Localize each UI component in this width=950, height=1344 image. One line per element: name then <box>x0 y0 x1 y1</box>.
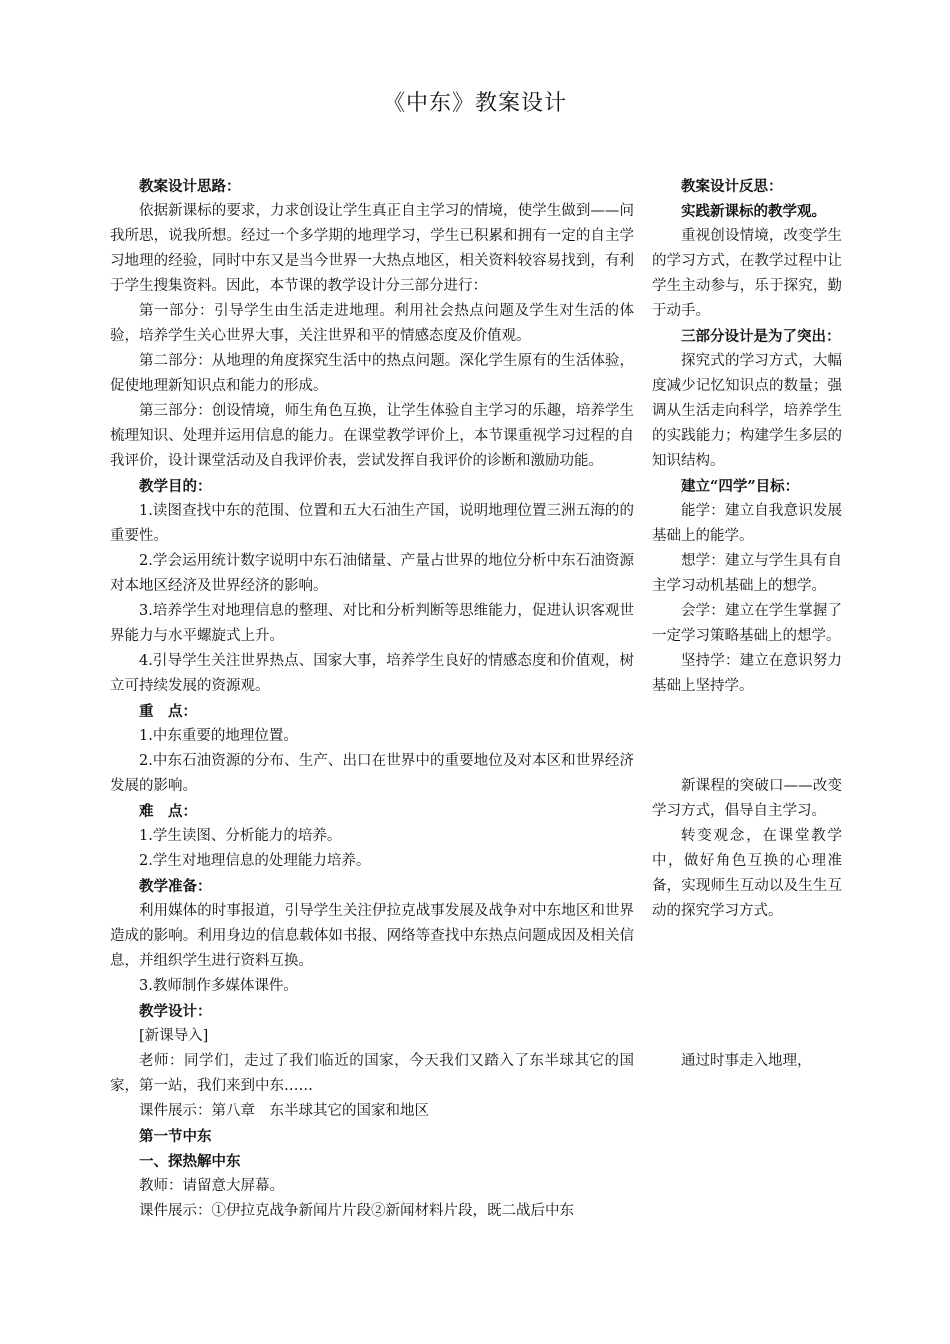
spacer <box>652 999 842 1049</box>
reflect-paragraph: 重视创设情境，改变学生的学习方式，在教学过程中让学生主动参与，乐于探究，勤于动手。 <box>652 228 842 319</box>
page-title: 《中东》教案设计 <box>382 91 567 116</box>
courseware-line: 课件展示：第八章 东半球其它的国家和地区 <box>139 1103 429 1119</box>
key-heading: 重 点： <box>139 703 197 720</box>
design-paragraph: 依据新课标的要求，力求创设让学生真正自主学习的情境，使学生做到——问我所思，说我所想。经过一个多学期的地理学习，学生已积累和拥有一定的自主学习地理的经验，同时中东又是当今世界一大热点地区，相关资料较容易找到，有利于学生搜集资料。因此，本节课的教学设计分三部分进行： <box>110 203 634 294</box>
difficulty-item: 2.学生对地理信息的处理能力培养。 <box>139 853 371 869</box>
spacer <box>652 924 842 999</box>
prep-heading: 教学准备： <box>139 878 212 895</box>
three-parts-heading: 三部分设计是为了突出： <box>681 328 841 345</box>
design-part-2: 第二部分：从地理的角度探究生活中的热点问题。深化学生原有的生活体验，促使地理新知识点和能力的形成。 <box>110 353 634 394</box>
goal-item: 2.学会运用统计数字说明中东石油储量、产量占世界的地位分析中东石油资源对本地区经济及世界经济的影响。 <box>110 553 634 594</box>
design-part-1: 第一部分：引导学生由生活走进地理。利用社会热点问题及学生对生活的体验，培养学生关心世界大事，关注世界和平的情感态度及价值观。 <box>110 303 634 344</box>
difficulty-heading: 难 点： <box>139 803 197 820</box>
side-column <box>652 174 842 1074</box>
news-note: 通过时事走入地理， <box>681 1053 812 1069</box>
main-column <box>110 174 634 1224</box>
spacer <box>652 699 842 774</box>
four-goals-item: 能学：建立自我意识发展基础上的能学。 <box>652 503 842 544</box>
prep-paragraph: 利用媒体的时事报道，引导学生关注伊拉克战事发展及战争对中东地区和世界造成的影响。利用身边的信息载体如书报、网络等查找中东热点问题成因及相关信息，并组织学生进行资料互换。 <box>110 903 634 969</box>
teacher-line: 老师：同学们，走过了我们临近的国家，今天我们又踏入了东半球其它的国家，第一站，我们来到中东…… <box>110 1053 634 1094</box>
goal-item: 1.读图查找中东的范围、位置和五大石油生产国，说明地理位置三洲五海的的重要性。 <box>110 503 634 544</box>
reflect-heading: 教案设计反思： <box>681 178 783 195</box>
difficulty-item: 1.学生读图、分析能力的培养。 <box>139 828 342 844</box>
intro-label: [新课导入] <box>139 1028 209 1044</box>
three-parts-paragraph: 探究式的学习方式，大幅度减少记忆知识点的数量；强调从生活走向科学，培养学生的实践能力；构建学生多层的知识结构。 <box>652 353 842 469</box>
goal-item: 3.培养学生对地理信息的整理、对比和分析判断等思维能力，促进认识客观世界能力与水平螺旋式上升。 <box>110 603 634 644</box>
teach-heading: 教学设计： <box>139 1003 212 1020</box>
courseware-line-2: 课件展示：①伊拉克战争新闻片片段②新闻材料片段，既二战后中东 <box>139 1203 574 1219</box>
design-part-3: 第三部分：创设情境，师生角色互换，让学生体验自主学习的乐趣，培养学生梳理知识、处理并运用信息的能力。在课堂教学评价上，本节课重视学习过程的自我评价，设计课堂活动及自我评价表，尝试发挥自我评价的诊断和激励功能。 <box>110 403 634 469</box>
sub-title: 一、探热解中东 <box>139 1153 241 1170</box>
four-goals-item: 想学：建立与学生具有自主学习动机基础上的想学。 <box>652 553 842 594</box>
prep-item: 3.教师制作多媒体课件。 <box>139 978 298 994</box>
change-note: 转变观念，在课堂教学中，做好角色互换的心理准备，实现师生互动以及生生互动的探究学习方式。 <box>652 828 842 919</box>
four-goals-item: 坚持学：建立在意识努力基础上坚持学。 <box>652 653 842 694</box>
goal-item: 4.引导学生关注世界热点、国家大事，培养学生良好的情感态度和价值观，树立可持续发展的资源观。 <box>110 653 634 694</box>
key-item: 1.中东重要的地理位置。 <box>139 728 298 744</box>
section-title: 第一节中东 <box>139 1128 212 1145</box>
reflect-subheading: 实践新课标的教学观。 <box>681 203 826 220</box>
key-item: 2.中东石油资源的分布、生产、出口在世界中的重要地位及对本区和世界经济发展的影响。 <box>110 753 634 794</box>
breakthrough-note: 新课程的突破口——改变学习方式，倡导自主学习。 <box>652 778 842 819</box>
four-goals-item: 会学：建立在学生掌握了一定学习策略基础上的想学。 <box>652 603 842 644</box>
four-goals-heading: 建立“四学”目标： <box>681 478 800 495</box>
goals-heading: 教学目的： <box>139 478 212 495</box>
design-heading: 教案设计思路： <box>139 178 241 195</box>
teacher-line-2: 教师：请留意大屏幕。 <box>139 1178 284 1194</box>
